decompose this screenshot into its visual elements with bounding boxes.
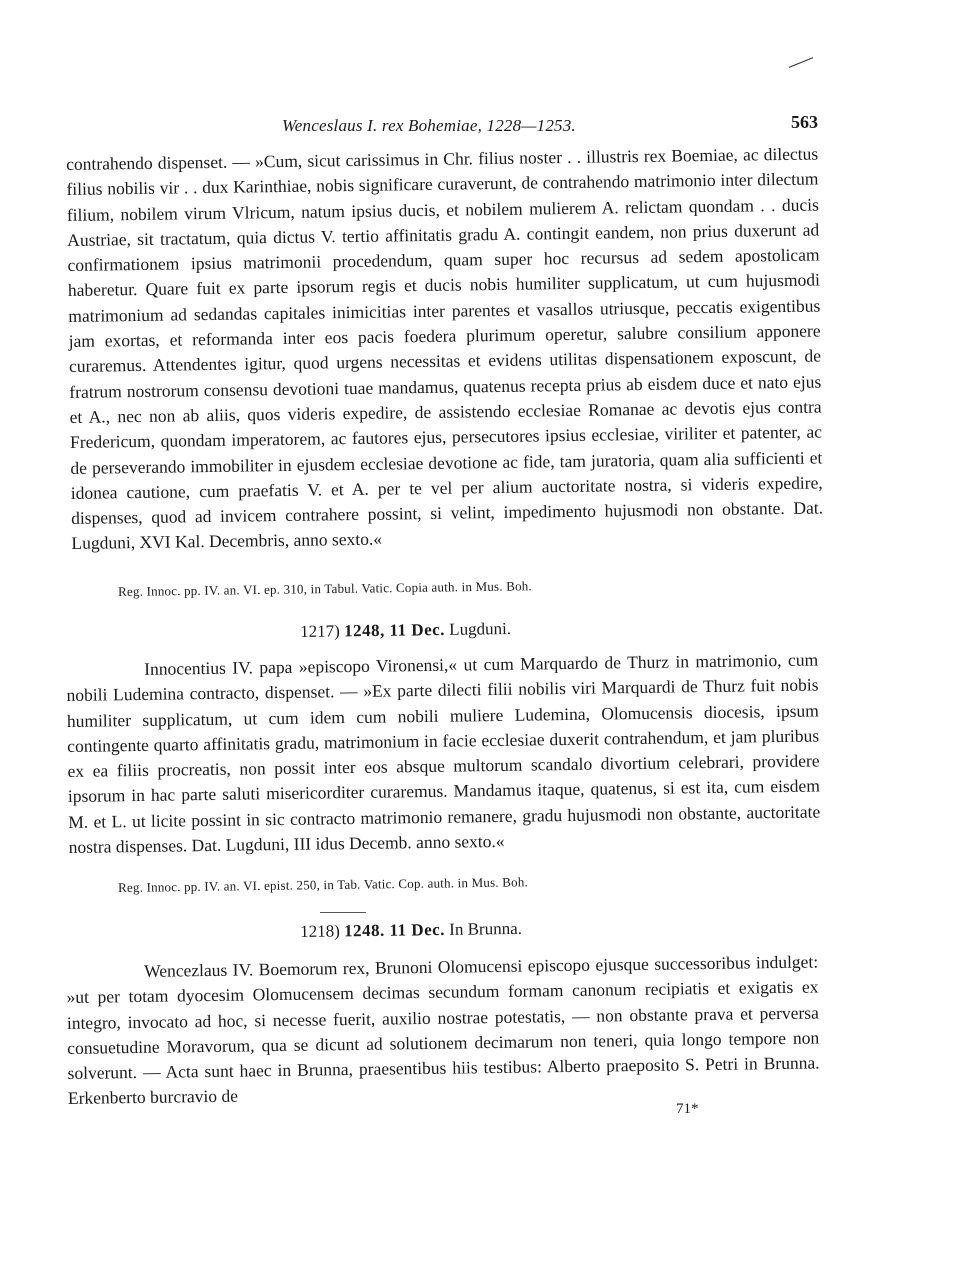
paragraph-entry-1218: Wencezlaus IV. Boemorum rex, Brunoni Olomucensi episcopo ejusque successoribus indulget: »ut per totam dyocesim Olomucensem decimas secundum formam canonum recipiatis et exigatis ex integro, invocato ad hoc, si necesse fuerit, auxilio nostrae potestatis, — non obstante prava et perversa consuetudine Moravorum, qua se dicunt ad solutionem decimarum non teneri, quia longo tempore non solverunt. — Acta sunt haec in Brunna, praesentibus hiis testibus: Alberto praeposito S. Petri in Brunna. Erkenberto burcravio de	[66, 951, 820, 1109]
entry-date: 1248. 11 Dec.	[343, 919, 446, 941]
running-title: Wenceslaus I. rex Bohemiae, 1228—1253.	[282, 116, 576, 135]
signature-mark: 71*	[676, 1101, 699, 1117]
entry-place: In Brunna.	[449, 918, 523, 939]
running-header	[72, 112, 824, 142]
margin-stroke	[789, 57, 813, 68]
source-note: Reg. Innoc. pp. IV. an. VI. ep. 310, in Tabul. Vatic. Copia auth. in Mus. Boh.	[118, 578, 532, 599]
entry-number: 1218)	[300, 921, 340, 941]
paragraph-entry-1217: Innocentius IV. papa »episcopo Vironensi,« ut cum Marquardo de Thurz in matrimonio, cum nobili Ludemina contracto, dispenset. — »Ex parte dilecti filii nobilis viri Marquardi de Thurz fuit nobis humiliter supplicatum, ut cum idem cum nobili muliere Ludemina, Olomucensis diocesis, ipsum contingente quarto affinitatis gradu, matrimonium in facie ecclesiae duxerit contrahendum, et jam pluribus ex ea filiis procreatis, non possit inter eos absque multorum scandalo divortium celebrari, providere ipsorum in hac parte saluti misericorditer curaremus. Mandamus itaque, quatenus, si est ita, cum eisdem M. et L. ut licite possint in sic contracto matrimonio remanere, gradu hujusmodi non obstante, auctoritate nostra dispenses. Dat. Lugduni, III idus Decemb. anno sexto.«	[66, 649, 821, 858]
page-number: 563	[791, 112, 818, 132]
entry-heading-1218	[300, 919, 522, 942]
divider	[320, 912, 366, 913]
entry-date: 1248, 11 Dec.	[343, 619, 446, 641]
entry-heading-1217	[300, 619, 511, 642]
paragraph-continuation: contrahendo dispenset. — »Cum, sicut carissimus in Chr. filius noster . . illustris rex Boemiae, ac dilectus filius nobilis vir . . dux Karinthiae, nobis significare curaverunt, de contrahendo matrimonio inter dilectum filium, nobilem virum Vlricum, natum ipsius ducis, et nobilem mulierem A. relictam quondam . . ducis Austriae, sit tractatum, quia dictus V. tertio affinitatis gradu A. contingit eandem, non prius duxerunt ad confirmationem ipsius matrimonii procedendum, quam super hoc recursus ad sedem apostolicam haberetur. Quare fuit ex parte ipsorum regis et ducis nobis humiliter supplicatum, ut cum hujusmodi matrimonium ad sedandas capitales inimicitias inter parentes et vasallos utriusque, peccatis exigentibus jam exortas, et reformanda inter eos pacis foedera plurimum operetur, salubre consilium apponere curaremus. Attendentes igitur, quod urgens necessitas et evidens utilitas dispensationem exposcunt, de fratrum nostrorum consensu devotioni tuae mandamus, quatenus recepta prius ab eisdem duce et nato ejus et A., nec non ab aliis, quos videris expedire, de assistendo ecclesiae Romanae ac devotis ejus contra Fredericum, quondam imperatorem, ac fautores ejus, persecutores ipsius ecclesiae, viriliter et patenter, ac de perseverando immobiliter in ejusdem ecclesiae devotione ac fide, tam juratoria, quam alia sufficienti et idonea cautione, cum praefatis V. et A. per te vel per alium auctoritate nostra, si videris expedire, dispenses, quod ad invicem contrahere possint, si velint, impedimento hujusmodi non obstante. Dat. Lugduni, XVI Kal. Decembris, anno sexto.«	[66, 143, 824, 554]
entry-number: 1217)	[300, 621, 340, 641]
entry-place: Lugduni.	[449, 619, 512, 639]
source-note: Reg. Innoc. pp. IV. an. VI. epist. 250, in Tab. Vatic. Cop. auth. in Mus. Boh.	[118, 874, 529, 895]
